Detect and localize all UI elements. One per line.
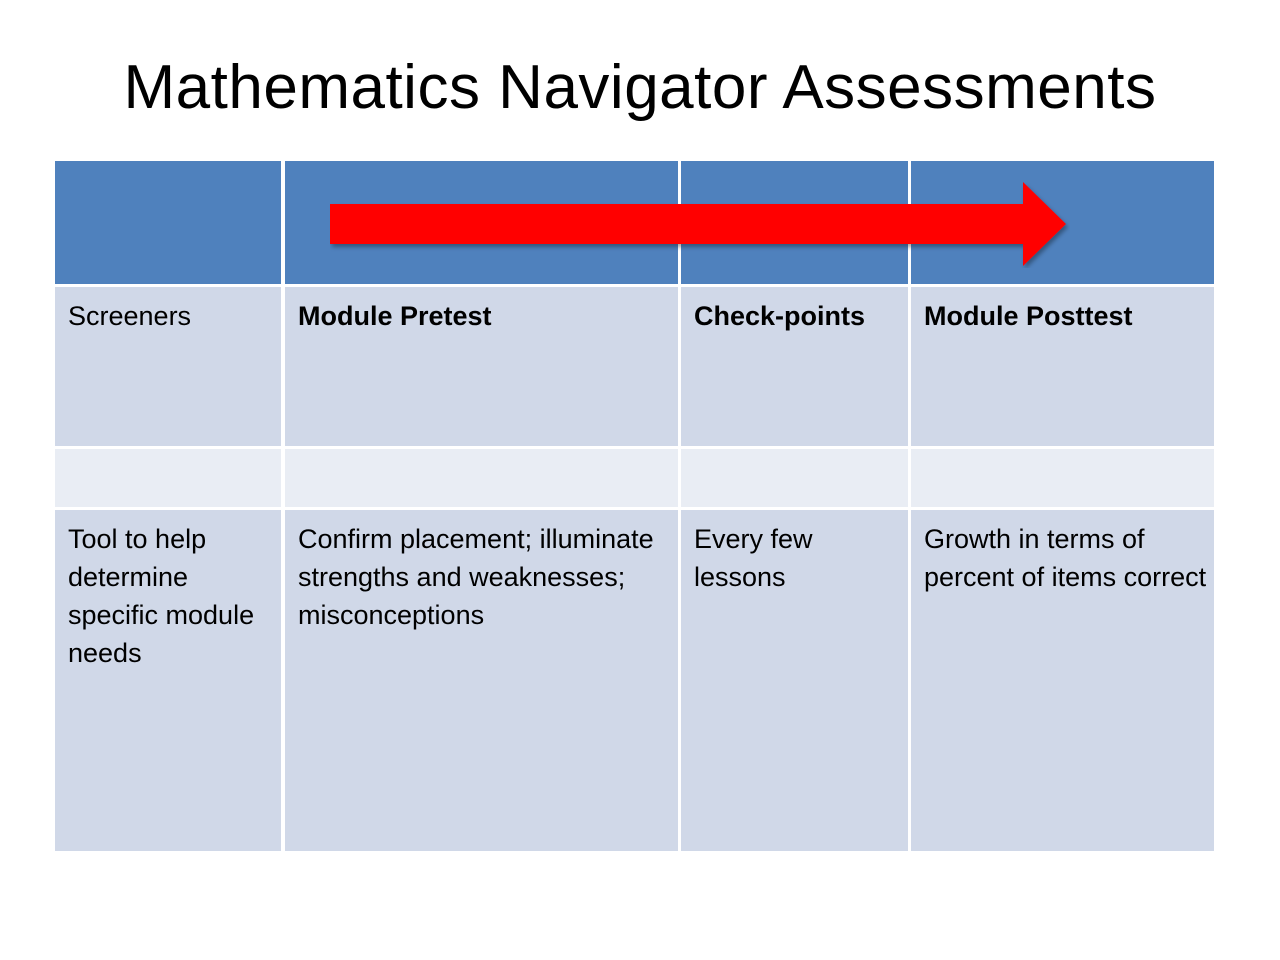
cell-check-points: Check-points bbox=[681, 287, 908, 446]
cell-module-posttest: Module Posttest bbox=[911, 287, 1214, 446]
cell-checkpoints-description: Every few lessons bbox=[681, 510, 908, 851]
cell-screeners: Screeners bbox=[55, 287, 281, 446]
empty-cell bbox=[911, 449, 1214, 507]
cell-posttest-description: Growth in terms of percent of items correct bbox=[911, 510, 1214, 851]
empty-cell bbox=[681, 449, 908, 507]
slide-title: Mathematics Navigator Assessments bbox=[123, 53, 1157, 122]
empty-cell bbox=[55, 449, 281, 507]
cell-screeners-description: Tool to help determine specific module needs bbox=[55, 510, 281, 851]
cell-pretest-description: Confirm placement; illuminate strengths and weaknesses; misconceptions bbox=[285, 510, 678, 851]
empty-cell bbox=[285, 449, 678, 507]
right-arrow-icon bbox=[330, 182, 1070, 268]
cell-module-pretest: Module Pretest bbox=[285, 287, 678, 446]
header-cell bbox=[55, 161, 281, 284]
